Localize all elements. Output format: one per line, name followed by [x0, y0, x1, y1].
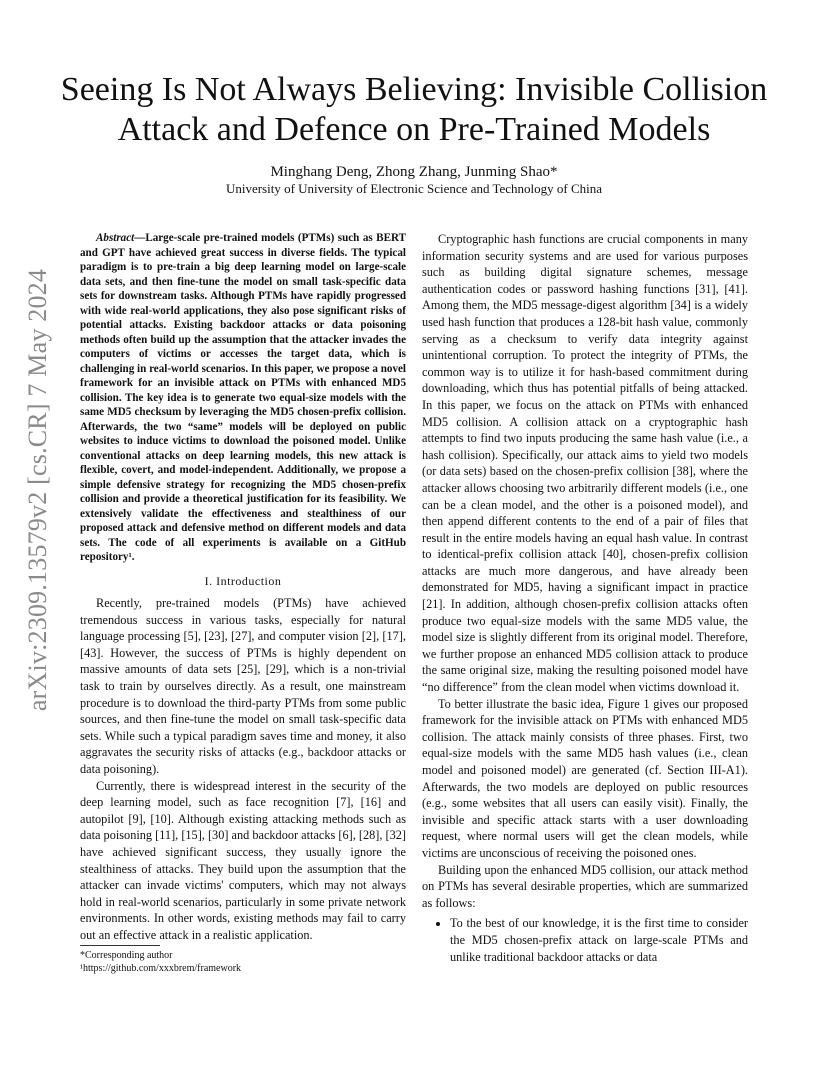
right-column [422, 231, 748, 965]
abstract-text: —Large-scale pre-trained models (PTMs) such as BERT and GPT have achieved great success in diverse fields. The typical paradigm is to pre-train a big deep learning model on large-scale data sets, and then fine-tune the model on small task-specific data sets for downstream tasks. Although PTMs have rapidly progressed with wide real-world applications, they also pose significant risks of potential attacks. Existing backdoor attacks or data poisoning methods often build up the assumption that the attacker invades the computers of victims or accesses the target data, which is challenging in real-world scenarios. In this paper, we propose a novel framework for an invisible attack on PTMs with enhanced MD5 collision. The key idea is to generate two equal-size models with the same MD5 checksum by leveraging the MD5 chosen-prefix collision. Afterwards, the two “same” models will be deployed on public websites to induce victims to download the poisoned model. Unlike conventional attacks on deep learning models, this new attack is flexible, covert, and model-independent. Additionally, we propose a simple defensive strategy for recognizing the MD5 chosen-prefix collision and provide a theoretical justification for its feasibility. We extensively validate the effectiveness and stealthiness of our proposed attack and defensive method on different models and data sets. The code of all experiments is available on a GitHub repository¹. [80, 232, 406, 563]
abstract [80, 231, 406, 565]
contribution-list [422, 915, 748, 965]
paper-title: Seeing Is Not Always Believing: Invisible Collision Attack and Defence on Pre-Trained Models [60, 71, 768, 148]
footnote-corresponding: *Corresponding author [80, 950, 173, 961]
affiliation: University of University of Electronic Science and Technology of China [225, 181, 603, 196]
footnote-link: ¹https://github.com/xxxbrem/framework [80, 963, 242, 974]
footnote-rule [80, 945, 160, 946]
arxiv-id: arXiv:2309.13579v2 [cs.CR] 7 May 2024 [23, 268, 52, 712]
author-list: Minghang Deng, Zhong Zhang, Junming Shao* [270, 164, 558, 180]
arxiv-sidebar [18, 268, 58, 712]
right-paragraph-3: Building upon the enhanced MD5 collision, our attack method on PTMs has several desirable properties, which are summarized as follows: [422, 862, 748, 910]
list-item: • To the best of our knowledge, it is the first time to consider the MD5 chosen-prefix attack on large-scale PTMs and unlike traditional backdoor attacks or data [450, 915, 748, 965]
abstract-label: Abstract [96, 232, 135, 244]
intro-paragraph-1: Recently, pre-trained models (PTMs) have achieved tremendous success in various tasks, especially for natural language processing [5], [23], [27], and computer vision [2], [17], [43]. However, the success of PTMs is highly dependent on massive amounts of data sets [25], [29], which is a non-trivial task to train by ourselves directly. As a result, one mainstream procedure is to download the third-party PTMs from some public sources, and then fine-tune the model on small task-specific data sets. While such a typical paradigm saves time and money, it also aggravates the security risks of attacks (e.g., backdoor attacks or data poisoning). [80, 596, 406, 777]
intro-paragraph-2: Currently, there is widespread interest in the security of the deep learning model, such as face recognition [7], [16] and autopilot [9], [10]. Although existing attacking methods such as data poisoning [11], [15], [30] and backdoor attacks [6], [28], [32] have achieved significant success, they usually ignore the stealthiness of attacks. They build upon the assumption that the attacker can invade victims' computers, which may not always hold in real-world scenarios, particularly in some private network environments. In other words, existing methods may fail to carry out an effective attack in a realistic application. [80, 778, 406, 942]
section-heading-introduction: I. Introduction [204, 573, 282, 588]
right-paragraph-1: Cryptographic hash functions are crucial components in many information security systems and are used for various purposes such as building digital signature schemes, message authentication codes or password hashing functions [31], [41]. Among them, the MD5 message-digest algorithm [34] is a widely used hash function that produces a 128-bit hash value, commonly serving as a checksum to verify data integrity against unintentional corruption. To protect the integrity of PTMs, the common way is to utilize it for hash-based commitment during downloading, which thus has potential pitfalls of being attacked. In this paper, we focus on the attack on PTMs with enhanced MD5 collision. A collision attack on a cryptographic hash attempts to find two inputs producing the same hash value (i.e., a hash collision). Specifically, our attack aims to yield two models (or data sets) based on the chosen-prefix collision [38], where the attacker allows choosing two arbitrarily different models (i.e., one can be a clean model, and the other is a poisoned model), and then append different contents to the end of a pair of files that result in the entire models having an equal hash value. In contrast to identical-prefix collision attack [40], chosen-prefix collision attacks are much more dangerous, and have already been demonstrated for MD5, having a significant impact in practice [21]. In addition, although chosen-prefix collision attacks often produce two equal-size models with the same MD5 value, the model size is slightly different from its original model. Therefore, we further propose an enhanced MD5 collision attack to produce the same original size, making the resulting poisoned model have “no difference” from the clean model when victims download it. [422, 232, 748, 695]
footnotes [80, 945, 406, 975]
left-column [80, 231, 406, 944]
right-paragraph-2: To better illustrate the basic idea, Figure 1 gives our proposed framework for the invisible attack on PTMs with enhanced MD5 collision. The attack mainly consists of three phases. First, two equal-size models with the same MD5 hash values (i.e., clean model and poisoned model) are generated (cf. Section III-A1). Afterwards, the two models are deployed on public resources (e.g., some websites that all users can easily visit). Finally, the invisible and specific attack starts with a user downloading request, where normal users will get the clean models, while victims are unconscious of receiving the poisoned ones. [422, 696, 748, 860]
